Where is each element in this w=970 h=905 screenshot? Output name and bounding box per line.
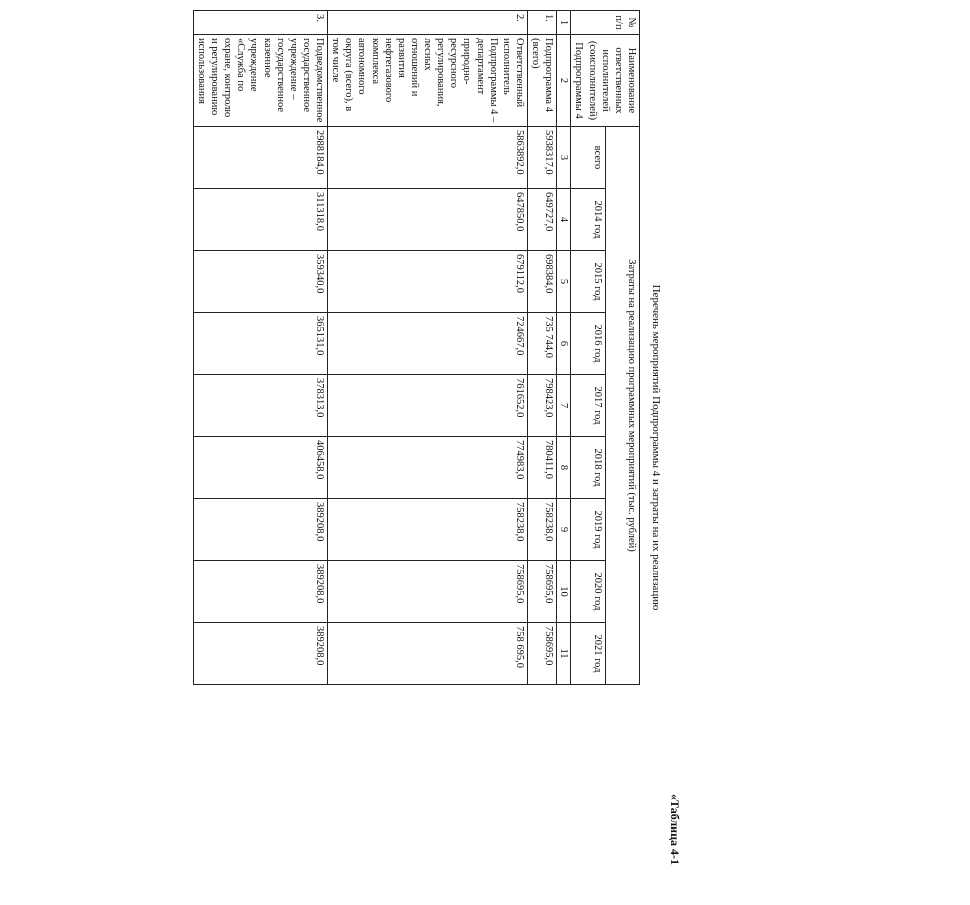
header-year: 2014 год bbox=[571, 189, 605, 251]
value-year: 389208,0 bbox=[193, 561, 327, 623]
value-year: 761652,0 bbox=[328, 375, 528, 437]
value-year: 649727,0 bbox=[528, 189, 557, 251]
header-num: № п/п bbox=[571, 11, 640, 35]
value-year: 735 744,0 bbox=[528, 313, 557, 375]
header-total: всего bbox=[571, 127, 605, 189]
table-reference: «Таблица 4-1 bbox=[668, 794, 682, 865]
value-year: 758238,0 bbox=[528, 499, 557, 561]
column-index: 7 bbox=[557, 375, 571, 437]
value-year: 679112,0 bbox=[328, 251, 528, 313]
header-year: 2020 год bbox=[571, 561, 605, 623]
header-year: 2016 год bbox=[571, 313, 605, 375]
row-name: Ответственный исполнитель Подпрограммы 4 – департамент природно-ресурсного регулирования, лесных отношений и развития нефтегазового комплекса автономного округа (всего), в том числе bbox=[328, 35, 528, 127]
column-index: 1 bbox=[557, 11, 571, 35]
column-index: 8 bbox=[557, 437, 571, 499]
value-year: 758695,0 bbox=[528, 623, 557, 685]
column-index: 9 bbox=[557, 499, 571, 561]
row-num: 2. bbox=[328, 11, 528, 35]
column-index: 11 bbox=[557, 623, 571, 685]
header-year: 2018 год bbox=[571, 437, 605, 499]
value-year: 758695,0 bbox=[528, 561, 557, 623]
page-content bbox=[100, 10, 682, 885]
table-row bbox=[528, 11, 557, 685]
value-total: 5938317,0 bbox=[528, 127, 557, 189]
header-costs-group: Затраты на реализацию программных мероприятий (тыс. рублей) bbox=[605, 127, 639, 685]
row-name: Подпрограмма 4 (всего) bbox=[528, 35, 557, 127]
column-index: 5 bbox=[557, 251, 571, 313]
value-year: 389208,0 bbox=[193, 623, 327, 685]
value-year: 365131,0 bbox=[193, 313, 327, 375]
value-year: 758238,0 bbox=[328, 499, 528, 561]
header-year: 2021 год bbox=[571, 623, 605, 685]
header-name: Наименование ответственных исполнителей (соисполнителей) Подпрограммы 4 bbox=[571, 35, 640, 127]
header-year: 2017 год bbox=[571, 375, 605, 437]
value-year: 406458,0 bbox=[193, 437, 327, 499]
costs-table bbox=[193, 10, 640, 685]
row-num: 3. bbox=[193, 11, 327, 35]
header-year: 2019 год bbox=[571, 499, 605, 561]
value-year: 378313,0 bbox=[193, 375, 327, 437]
value-year: 389208,0 bbox=[193, 499, 327, 561]
column-index: 4 bbox=[557, 189, 571, 251]
column-index: 10 bbox=[557, 561, 571, 623]
column-index: 2 bbox=[557, 35, 571, 127]
value-total: 5863892,0 bbox=[328, 127, 528, 189]
table-row bbox=[193, 11, 327, 685]
value-total: 2988184,0 bbox=[193, 127, 327, 189]
value-year: 758695,0 bbox=[328, 561, 528, 623]
value-year: 359340,0 bbox=[193, 251, 327, 313]
table-row bbox=[328, 11, 528, 685]
row-name: Подведомственное государственное учреждение – государственное казенное учреждение «Служба по охране, контролю и регулированию использования bbox=[193, 35, 327, 127]
value-year: 647850,0 bbox=[328, 189, 528, 251]
table-caption: Перечень мероприятий Подпрограммы 4 и затраты на их реализацию bbox=[650, 284, 662, 611]
value-year: 780411,0 bbox=[528, 437, 557, 499]
value-year: 311318,0 bbox=[193, 189, 327, 251]
row-num: 1. bbox=[528, 11, 557, 35]
value-year: 774983,0 bbox=[328, 437, 528, 499]
column-index: 6 bbox=[557, 313, 571, 375]
header-year: 2015 год bbox=[571, 251, 605, 313]
value-year: 758 695,0 bbox=[328, 623, 528, 685]
column-index-row bbox=[557, 11, 571, 685]
value-year: 724667,0 bbox=[328, 313, 528, 375]
column-index: 3 bbox=[557, 127, 571, 189]
value-year: 798423,0 bbox=[528, 375, 557, 437]
value-year: 698384,0 bbox=[528, 251, 557, 313]
